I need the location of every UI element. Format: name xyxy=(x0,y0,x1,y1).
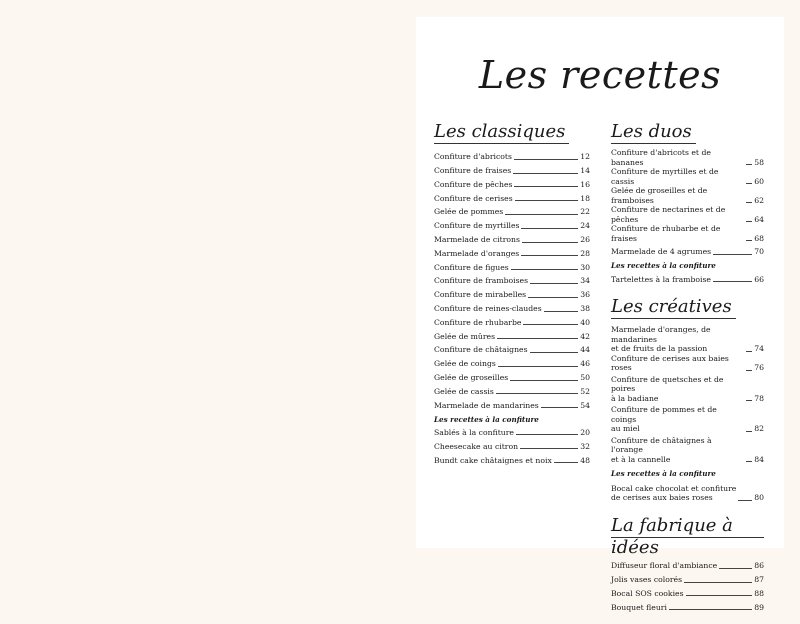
toc-entry[interactable] xyxy=(434,341,590,355)
toc-entry[interactable] xyxy=(611,224,764,243)
toc-entry-label: Confiture de rhubarbe xyxy=(434,317,522,327)
toc-entry-page: 44 xyxy=(580,345,590,355)
toc-entry[interactable] xyxy=(611,375,764,404)
dot-leader xyxy=(515,200,578,201)
toc-entry[interactable] xyxy=(611,243,764,257)
toc-entry-page: 62 xyxy=(754,195,764,205)
toc-entry-page: 40 xyxy=(580,317,590,327)
section-heading: La fabrique à idées xyxy=(611,515,764,538)
toc-entry-label: Confiture de quetsches et de poires à la badiane xyxy=(611,374,724,403)
toc-entry[interactable] xyxy=(434,369,590,383)
toc-entry-page: 42 xyxy=(580,331,590,341)
toc-entry[interactable] xyxy=(434,148,590,162)
toc-entry-label: Confiture d'abricots xyxy=(434,152,512,162)
subsection-heading: Les recettes à la confiture xyxy=(611,261,716,271)
dot-leader xyxy=(713,281,752,282)
dot-leader xyxy=(738,500,752,501)
dot-leader xyxy=(746,400,752,401)
toc-entry-page: 36 xyxy=(580,290,590,300)
toc-entry-label: Bundt cake châtaignes et noix xyxy=(434,455,552,465)
toc-entry-label: Jolis vases colorés xyxy=(611,575,683,585)
toc-entry-page: 58 xyxy=(754,157,764,167)
toc-entry[interactable] xyxy=(611,205,764,224)
toc-entry[interactable] xyxy=(611,557,764,571)
toc-entry-label: Bouquet fleuri xyxy=(611,602,667,612)
toc-entry-label: Marmelade d'oranges xyxy=(434,248,520,258)
toc-entry-label: Bocal SOS cookies xyxy=(611,588,684,598)
toc-entry-label: Bocal cake chocolat et confiture de cerises aux baies roses xyxy=(611,483,737,503)
toc-entry-label: Confiture de rhubarbe et de fraises xyxy=(611,224,721,243)
toc-entry-label: Confiture de myrtilles xyxy=(434,221,520,231)
toc-entry[interactable] xyxy=(434,272,590,286)
toc-entry-page: 18 xyxy=(580,193,590,203)
dot-leader xyxy=(746,461,752,462)
dot-leader xyxy=(746,431,752,432)
subsection-heading: Les recettes à la confiture xyxy=(611,468,716,478)
toc-entry[interactable] xyxy=(434,162,590,176)
toc-entry[interactable] xyxy=(434,258,590,272)
toc-entry[interactable] xyxy=(611,325,764,354)
toc-entry[interactable] xyxy=(434,189,590,203)
dot-leader xyxy=(513,173,578,174)
toc-entry[interactable] xyxy=(611,585,764,599)
toc-entry-label: Confiture d'abricots et de bananes xyxy=(611,148,711,167)
section-heading: Les créatives xyxy=(611,296,736,319)
dot-leader xyxy=(498,366,578,367)
toc-section xyxy=(611,515,764,613)
toc-entry-page: 87 xyxy=(754,575,764,585)
toc-entry[interactable] xyxy=(611,270,764,284)
toc-entry[interactable] xyxy=(434,300,590,314)
dot-leader xyxy=(510,380,578,381)
dot-leader xyxy=(511,269,578,270)
toc-entry-label: Confiture de fraises xyxy=(434,166,512,176)
toc-entry-label: Marmelade de 4 agrumes xyxy=(611,247,712,257)
toc-entry-label: Confiture de pommes et de coings au miel xyxy=(611,405,717,434)
toc-entry[interactable] xyxy=(434,383,590,397)
toc-entry-label: Confiture de figues xyxy=(434,262,509,272)
toc-entry[interactable] xyxy=(611,480,764,503)
toc-entry-label: Tartelettes à la framboise xyxy=(611,274,711,284)
toc-entry-page: 26 xyxy=(580,235,590,245)
toc-entry-page: 74 xyxy=(754,344,764,354)
dot-leader xyxy=(686,595,752,596)
dot-leader xyxy=(530,352,578,353)
dot-leader xyxy=(496,393,578,394)
toc-entry-page: 80 xyxy=(754,493,764,503)
toc-entry[interactable] xyxy=(434,217,590,231)
dot-leader xyxy=(514,159,578,160)
dot-leader xyxy=(746,351,752,352)
toc-entry-label: Cheesecake au citron xyxy=(434,441,519,451)
dot-leader xyxy=(746,240,752,241)
toc-entry-label: Confiture de châtaignes xyxy=(434,345,528,355)
toc-entry-page: 16 xyxy=(580,179,590,189)
page-title: Les recettes xyxy=(478,53,722,97)
toc-entry-page: 70 xyxy=(754,247,764,257)
toc-entry-page: 28 xyxy=(580,248,590,258)
toc-entry[interactable] xyxy=(434,327,590,341)
toc-entry-page: 64 xyxy=(754,214,764,224)
dot-leader xyxy=(746,183,752,184)
toc-entry-label: Confiture de châtaignes à l'orange et à la cannelle xyxy=(611,435,712,464)
toc-section xyxy=(611,296,764,503)
dot-leader xyxy=(530,283,578,284)
dot-leader xyxy=(713,254,752,255)
toc-section xyxy=(611,121,764,284)
toc-entry-page: 66 xyxy=(754,274,764,284)
toc-entry[interactable] xyxy=(434,396,590,410)
dot-leader xyxy=(544,311,578,312)
dot-leader xyxy=(528,297,578,298)
toc-entry-page: 34 xyxy=(580,276,590,286)
toc-entry-label: Confiture de cerises xyxy=(434,193,513,203)
toc-entry-label: Confiture de mirabelles xyxy=(434,290,527,300)
toc-entry-page: 82 xyxy=(754,424,764,434)
dot-leader xyxy=(520,448,578,449)
toc-entry[interactable] xyxy=(611,186,764,205)
toc-entry-page: 32 xyxy=(580,441,590,451)
dot-leader xyxy=(746,202,752,203)
toc-entry-page: 24 xyxy=(580,221,590,231)
toc-entry[interactable] xyxy=(434,203,590,217)
toc-entry[interactable] xyxy=(434,286,590,300)
toc-entry[interactable] xyxy=(611,436,764,465)
dot-leader xyxy=(523,324,578,325)
toc-entry-page: 14 xyxy=(580,166,590,176)
left-column xyxy=(434,121,590,477)
toc-entry-label: Marmelade de citrons xyxy=(434,235,520,245)
toc-entry-page: 46 xyxy=(580,359,590,369)
toc-entry[interactable] xyxy=(611,148,764,167)
dot-leader xyxy=(719,568,752,569)
subsection-heading: Les recettes à la confiture xyxy=(434,414,539,424)
dot-leader xyxy=(522,242,578,243)
dot-leader xyxy=(505,214,578,215)
dot-leader xyxy=(541,407,578,408)
toc-entry-page: 50 xyxy=(580,373,590,383)
toc-entry-label: Confiture de framboises xyxy=(434,276,529,286)
toc-entry-label: Confiture de nectarines et de pêches xyxy=(611,205,726,224)
dot-leader xyxy=(746,370,752,371)
toc-entry-label: Gelée de cassis xyxy=(434,386,494,396)
toc-entry-label: Gelée de groseilles xyxy=(434,373,509,383)
toc-entry-page: 22 xyxy=(580,207,590,217)
toc-entry-page: 52 xyxy=(580,386,590,396)
toc-entry-label: Confiture de pêches xyxy=(434,179,513,189)
toc-entry-page: 76 xyxy=(754,363,764,373)
toc-entry[interactable] xyxy=(611,598,764,612)
toc-entry-label: Diffuseur floral d'ambiance xyxy=(611,561,718,571)
toc-entry-page: 78 xyxy=(754,393,764,403)
dot-leader xyxy=(521,228,578,229)
toc-entry-page: 68 xyxy=(754,233,764,243)
dot-leader xyxy=(521,255,578,256)
toc-entry-label: Marmelade d'oranges, de mandarines et de fruits de la passion xyxy=(611,325,711,354)
section-heading: Les duos xyxy=(611,121,696,144)
toc-entry-page: 38 xyxy=(580,304,590,314)
toc-entry-page: 88 xyxy=(754,588,764,598)
right-column xyxy=(611,121,764,624)
dot-leader xyxy=(554,462,578,463)
toc-entry-label: Confiture de myrtilles et de cassis xyxy=(611,167,719,186)
toc-entry[interactable] xyxy=(434,314,590,328)
toc-entry[interactable] xyxy=(611,571,764,585)
section-heading: Les classiques xyxy=(434,121,569,144)
toc-entry[interactable] xyxy=(434,176,590,190)
toc-entry-label: Confiture de cerises aux baies roses xyxy=(611,353,729,373)
toc-entry-page: 86 xyxy=(754,561,764,571)
toc-entry-page: 60 xyxy=(754,176,764,186)
dot-leader xyxy=(497,338,578,339)
toc-entry-label: Sablés à la confiture xyxy=(434,427,514,437)
toc-entry[interactable] xyxy=(611,405,764,434)
toc-section xyxy=(434,121,590,465)
toc-entry-page: 89 xyxy=(754,602,764,612)
toc-entry-page: 84 xyxy=(754,454,764,464)
toc-entry[interactable] xyxy=(434,355,590,369)
toc-entry-page: 48 xyxy=(580,455,590,465)
dot-leader xyxy=(514,186,578,187)
toc-entry-label: Gelée de groseilles et de framboises xyxy=(611,186,708,205)
toc-entry-page: 12 xyxy=(580,152,590,162)
toc-entry[interactable] xyxy=(611,167,764,186)
book-page xyxy=(416,17,784,612)
toc-entry-page: 54 xyxy=(580,400,590,410)
toc-entry-page: 20 xyxy=(580,427,590,437)
toc-entry[interactable] xyxy=(434,437,590,451)
toc-entry[interactable] xyxy=(434,424,590,438)
dot-leader xyxy=(669,609,752,610)
toc-entry[interactable] xyxy=(611,354,764,373)
dot-leader xyxy=(684,582,752,583)
toc-entry[interactable] xyxy=(434,451,590,465)
dot-leader xyxy=(746,221,752,222)
toc-entry-label: Confiture de reines-claudes xyxy=(434,304,542,314)
dot-leader xyxy=(516,434,578,435)
toc-entry-page: 30 xyxy=(580,262,590,272)
dot-leader xyxy=(746,164,752,165)
toc-entry-label: Marmelade de mandarines xyxy=(434,400,539,410)
toc-entry-label: Gelée de mûres xyxy=(434,331,496,341)
toc-entry-label: Gelée de pommes xyxy=(434,207,504,217)
toc-entry[interactable] xyxy=(434,245,590,259)
toc-entry[interactable] xyxy=(434,231,590,245)
toc-entry-label: Gelée de coings xyxy=(434,359,496,369)
